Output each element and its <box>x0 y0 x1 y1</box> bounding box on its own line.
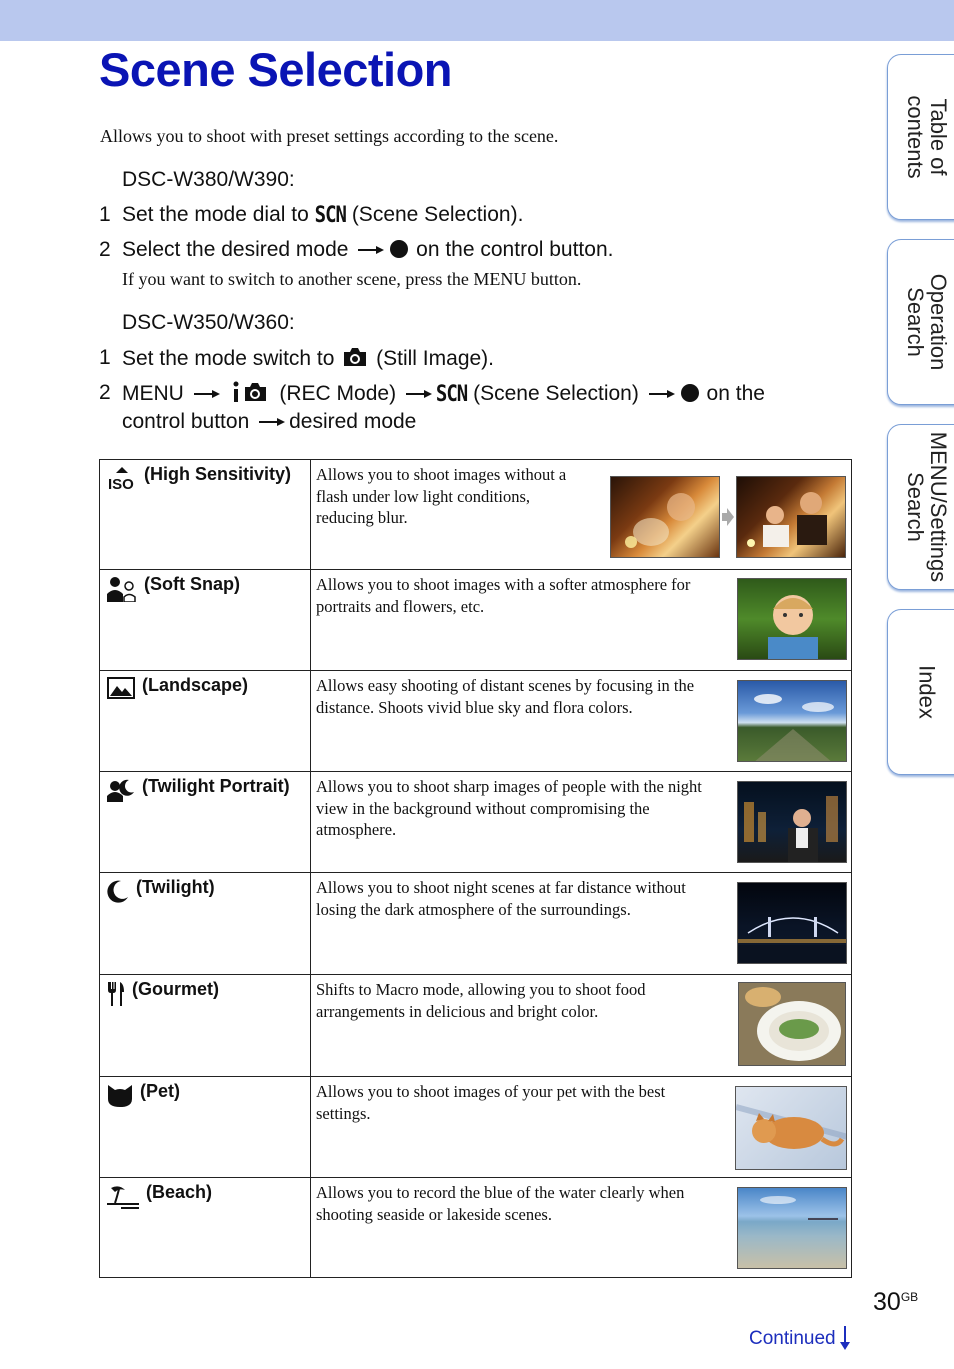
rec-mode-icon <box>232 381 272 403</box>
photo-detail <box>738 1188 847 1269</box>
mode-description: Allows you to shoot images of your pet with the best settings. <box>316 1082 666 1123</box>
landscape-sample-photo <box>737 680 847 762</box>
step-text: (Scene Selection). <box>351 203 524 226</box>
food-sample-photo <box>738 982 846 1066</box>
tab-table-of-contents[interactable] <box>887 54 954 220</box>
tab-label: Index <box>914 665 940 719</box>
tab-operation-search[interactable] <box>887 239 954 405</box>
sharp-sample-photo <box>736 476 846 558</box>
photo-detail <box>739 983 846 1066</box>
moon-icon <box>107 879 129 903</box>
tab-label: MENU/Settings <box>926 431 951 583</box>
mode-description: Allows you to shoot images with a softer atmosphere for portraits and flowers, etc. <box>316 575 691 616</box>
page-number-value: 30 <box>873 1288 901 1316</box>
camera-icon <box>342 346 368 368</box>
beach-sample-photo <box>737 1187 847 1269</box>
twilight-portrait-icon <box>107 778 135 802</box>
table-row <box>100 873 851 975</box>
mode-description: Allows you to shoot sharp images of people with the night view in the background without compromising the atmosphere. <box>316 777 702 839</box>
table-row <box>100 1077 851 1178</box>
photo-detail <box>611 477 720 558</box>
step-text: (REC Mode) <box>279 382 397 405</box>
cat-icon <box>107 1083 133 1107</box>
tab-menu-settings-search[interactable] <box>887 424 954 590</box>
arrow-right-icon <box>649 390 675 398</box>
page-number <box>873 1288 918 1317</box>
continued-link[interactable] <box>749 1326 850 1350</box>
step-text: on the <box>706 382 765 405</box>
table-row <box>100 1178 851 1279</box>
mode-name: (High Sensitivity) <box>144 464 292 484</box>
soft-snap-icon <box>107 576 137 602</box>
beach-icon <box>107 1184 139 1210</box>
photo-detail <box>736 1087 847 1170</box>
tab-label: Search <box>903 472 928 542</box>
photo-detail <box>738 681 847 762</box>
table-row <box>100 570 851 671</box>
menu-label: MENU <box>122 382 184 405</box>
mode-name: (Soft Snap) <box>144 574 240 594</box>
step-number: 1 <box>99 346 111 369</box>
arrow-right-icon <box>406 390 432 398</box>
model-heading-w350: DSC-W350/W360: <box>122 311 295 334</box>
step-text: control button <box>122 410 250 433</box>
fork-knife-icon <box>107 981 125 1007</box>
tab-label: contents <box>903 95 928 179</box>
table-row <box>100 460 851 570</box>
scn-icon: SCN <box>435 381 468 407</box>
center-button-icon <box>681 384 699 402</box>
mode-description: Allows you to shoot night scenes at far distance without losing the dark atmosphere of the surroundings. <box>316 878 686 919</box>
arrow-right-icon <box>722 508 734 526</box>
step-text: on the control button. <box>416 238 614 261</box>
step-number: 2 <box>99 238 111 261</box>
table-row <box>100 671 851 772</box>
mode-name: (Beach) <box>146 1182 213 1202</box>
table-row <box>100 975 851 1077</box>
tab-label: Table of <box>926 98 951 176</box>
mode-name: (Twilight Portrait) <box>142 776 290 796</box>
mode-description: Shifts to Macro mode, allowing you to shoot food arrangements in delicious and bright color. <box>316 980 646 1021</box>
arrow-right-icon <box>358 246 384 254</box>
mode-name: (Twilight) <box>136 877 215 897</box>
step-number: 2 <box>99 381 111 404</box>
arrow-right-icon <box>259 418 285 426</box>
tab-label: Search <box>903 287 928 357</box>
photo-detail <box>738 782 847 863</box>
step-text: (Scene Selection) <box>473 382 639 405</box>
step-text: Select the desired mode <box>122 238 349 261</box>
scene-mode-table <box>99 459 852 1278</box>
tab-label: Operation <box>926 273 951 371</box>
photo-detail <box>738 883 847 964</box>
intro-text: Allows you to shoot with preset settings according to the scene. <box>100 126 559 146</box>
model-heading-w380: DSC-W380/W390: <box>122 168 295 191</box>
step-note: If you want to switch to another scene, press the MENU button. <box>122 269 582 289</box>
scn-icon: SCN <box>314 202 346 228</box>
continued-label: Continued <box>749 1328 836 1349</box>
mode-description: Allows easy shooting of distant scenes by focusing in the distance. Shoots vivid blue sky and flora colors. <box>316 676 695 717</box>
mode-name: (Pet) <box>140 1081 180 1101</box>
svg-text:ISO: ISO <box>108 476 134 490</box>
photo-detail <box>737 477 846 558</box>
pet-sample-photo <box>735 1086 847 1170</box>
step-text: (Still Image). <box>376 347 494 370</box>
step-text: Set the mode dial to <box>122 203 309 226</box>
mode-description: Allows you to shoot images without a flash under low light conditions, reducing blur. <box>316 465 567 527</box>
step-text: Set the mode switch to <box>122 347 335 370</box>
mode-name: (Landscape) <box>142 675 249 695</box>
step-number: 1 <box>99 203 111 226</box>
arrow-right-icon <box>194 390 220 398</box>
mode-description: Allows you to record the blue of the water clearly when shooting seaside or lakeside scenes. <box>316 1183 685 1224</box>
page-suffix: GB <box>900 1290 919 1304</box>
center-button-icon <box>390 240 408 258</box>
arrow-down-icon <box>840 1326 850 1350</box>
landscape-icon <box>107 677 135 699</box>
tab-index[interactable] <box>887 609 954 775</box>
step-text: desired mode <box>289 410 417 433</box>
twilight-portrait-sample-photo <box>737 781 847 863</box>
blurred-sample-photo <box>610 476 720 558</box>
portrait-sample-photo <box>737 578 847 660</box>
iso-icon <box>107 466 137 490</box>
table-row <box>100 772 851 873</box>
photo-detail <box>738 579 847 660</box>
top-banner <box>0 0 954 41</box>
mode-name: (Gourmet) <box>132 979 219 999</box>
night-scene-sample-photo <box>737 882 847 964</box>
page-title: Scene Selection <box>99 43 452 96</box>
